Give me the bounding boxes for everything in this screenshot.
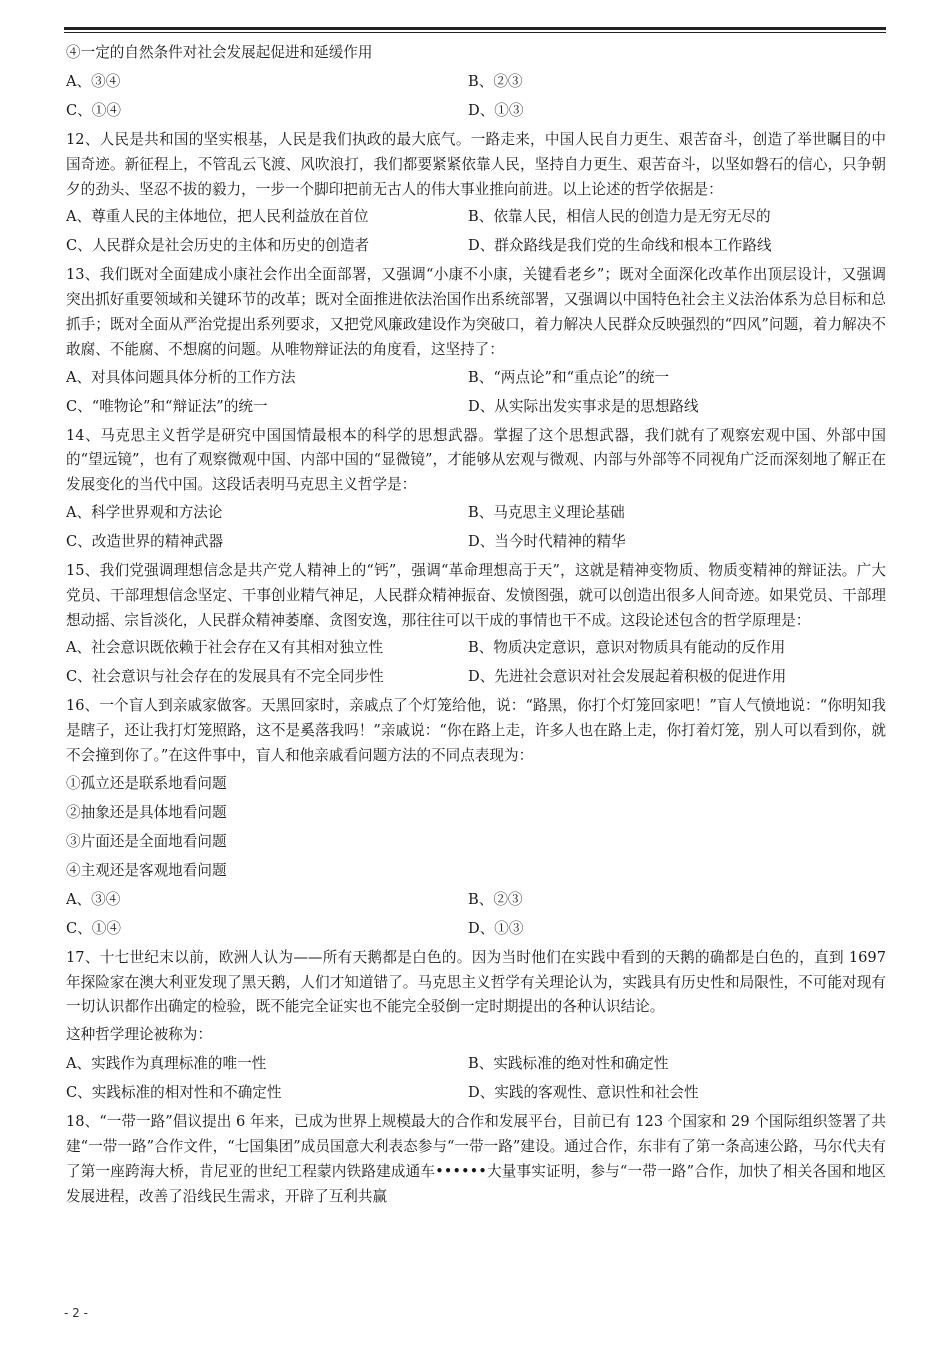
q15-option-d: D、先进社会意识对社会发展起着积极的促进作用 <box>468 668 787 686</box>
q11-option-b: B、②③ <box>468 73 523 90</box>
q17-option-b: B、实践标准的绝对性和确定性 <box>468 1055 669 1073</box>
header-rule-thick <box>64 27 886 30</box>
q13-stem: 13、我们既对全面建成小康社会作出全面部署，又强调“小康不小康，关键看老乡”；既对全面深化改革作出顶层设计，又强调突出抓好重要领域和关键环节的改革；既对全面推进依法治国作出系统部署，又强调以中国特色社会主义法治体系为总目标和总抓手；既对全面从严治党提出系列要求，又把党风廉政建设作为突破口，着力解决人民群众反映强烈的“四风”问题，着力解决不敢腐、不能腐、不想腐的问题。从唯物辩证法的角度看，这坚持了： <box>66 266 886 358</box>
q13-options-row-1 <box>66 363 886 392</box>
q12-option-b: B、依靠人民，相信人民的创造力是无穷无尽的 <box>468 208 771 226</box>
q15-options-row-2 <box>66 662 886 691</box>
q14-options-row-2 <box>66 527 886 556</box>
q16-option-d: D、①③ <box>468 919 524 937</box>
q11-option-c: C、①④ <box>66 102 121 119</box>
q14-option-d: D、当今时代精神的精华 <box>468 532 626 550</box>
q17-option-c: C、实践标准的相对性和不确定性 <box>66 1084 282 1102</box>
q18-stem: 18、“一带一路”倡议提出 6 年来，已成为世界上规模最大的合作和发展平台，目前已有 123 个国家和 29 个国际组织签署了共建“一带一路”合作文件，“七国集团”成员国意大利表态参与“一带一路”建设。通过合作，东非有了第一条高速公路，马尔代夫有了第一座跨海大桥，肯尼亚的世纪工程蒙内铁路建成通车••••••大量事实证明，参与“一带一路”合作，加快了相关各国和地区发展进程，改善了沿线民生需求，开辟了互利共赢 <box>66 1113 886 1205</box>
q14-option-b: B、马克思主义理论基础 <box>468 503 625 521</box>
q15-stem: 15、我们党强调理想信念是共产党人精神上的“钙”，强调“革命理想高于天”，这就是精神变物质、物质变精神的辩证法。广大党员、干部理想信念坚定、干事创业精气神足，人民群众精神振奋、发愤图强，就可以创造出很多人间奇迹。如果党员、干部理想动摇、宗旨淡化，人民群众精神萎靡、贪图安逸，那往往可以干成的事情也干不成。这段论述包含的哲学原理是： <box>66 561 886 629</box>
q11-item-4: ④一定的自然条件对社会发展起促进和延缓作用 <box>66 44 373 61</box>
q15-options-row-1 <box>66 633 886 662</box>
page-content <box>66 38 886 1209</box>
q13-option-d: D、从实际出发实事求是的思想路线 <box>468 397 699 415</box>
q13-option-b: B、“两点论”和“重点论”的统一 <box>468 368 670 386</box>
q12-options-row-1 <box>66 202 886 231</box>
q16-item-2: ②抽象还是具体地看问题 <box>66 803 227 821</box>
q12-option-d: D、群众路线是我们党的生命线和根本工作路线 <box>468 237 772 255</box>
q13-option-c: C、“唯物论”和“辩证法”的统一 <box>66 397 268 415</box>
q11-options-row-2 <box>66 96 886 125</box>
q16-option-c: C、①④ <box>66 919 121 937</box>
q12-options-row-2 <box>66 231 886 260</box>
q17-option-a: A、实践作为真理标准的唯一性 <box>66 1055 267 1073</box>
q16-stem: 16、一个盲人到亲戚家做客。天黑回家时，亲戚点了个灯笼给他，说：“路黑，你打个灯笼回家吧！”盲人气愤地说：“你明知我是瞎子，还让我打灯笼照路，这不是奚落我吗！”亲戚说：“你在路上走，许多人也在路上走，你打着灯笼，别人可以看到你，就不会撞到你了。”在这件事中，盲人和他亲戚看问题方法的不同点表现为： <box>66 697 886 764</box>
q14-option-a: A、科学世界观和方法论 <box>66 503 223 521</box>
q13-options-row-2 <box>66 392 886 421</box>
q15-option-b: B、物质决定意识，意识对物质具有能动的反作用 <box>468 639 786 657</box>
q14-stem: 14、马克思主义哲学是研究中国国情最根本的科学的思想武器。掌握了这个思想武器，我们就有了观察宏观中国、外部中国的“望远镜”，也有了观察微观中国、内部中国的“显微镜”，才能够从宏观与微观、内部与外部等不同视角广泛而深刻地了解正在发展变化的当代中国。这段话表明马克思主义哲学是： <box>66 426 886 494</box>
q16-option-a: A、③④ <box>66 890 121 908</box>
q14-options-row-1 <box>66 498 886 527</box>
q17-stem: 17、十七世纪末以前，欧洲人认为——所有天鹅都是白色的。因为当时他们在实践中看到的天鹅的确都是白色的，直到 1697 年探险家在澳大利亚发现了黑天鹅，人们才知道错了。马克思主义哲学有关理论认为，实践具有历史性和局限性，不可能对现有一切认识都作出确定的检验，既不能完全证实也不能完全驳倒一定时期提出的各种认识结论。 <box>66 948 886 1016</box>
q13-option-a: A、对具体问题具体分析的工作方法 <box>66 368 296 386</box>
q15-option-c: C、社会意识与社会存在的发展具有不完全同步性 <box>66 668 384 686</box>
q17-options-row-2 <box>66 1078 886 1107</box>
q17-option-d: D、实践的客观性、意识性和社会性 <box>468 1084 699 1102</box>
q11-option-d: D、①③ <box>468 102 524 119</box>
page-number: - 2 - <box>64 1306 88 1320</box>
q16-options-row-2 <box>66 914 886 943</box>
q16-option-b: B、②③ <box>468 890 523 908</box>
q12-option-c: C、人民群众是社会历史的主体和历史的创造者 <box>66 237 370 255</box>
q11-option-a: A、③④ <box>66 73 121 90</box>
q16-item-4: ④主观还是客观地看问题 <box>66 861 227 879</box>
q11-options-row-1 <box>66 67 886 96</box>
q16-item-3: ③片面还是全面地看问题 <box>66 832 227 850</box>
q14-option-c: C、改造世界的精神武器 <box>66 532 224 550</box>
q12-stem: 12、人民是共和国的坚实根基，人民是我们执政的最大底气。一路走来，中国人民自力更生、艰苦奋斗，创造了举世瞩目的中国奇迹。新征程上，不管乱云飞渡、风吹浪打，我们都要紧紧依靠人民，坚持自力更生、艰苦奋斗，以坚如磐石的信心，只争朝夕的劲头、坚忍不拔的毅力，一步一个脚印把前无古人的伟大事业推向前进。以上论述的哲学依据是： <box>66 131 886 198</box>
q15-option-a: A、社会意识既依赖于社会存在又有其相对独立性 <box>66 639 384 657</box>
q17-options-row-1 <box>66 1049 886 1078</box>
q16-options-row-1 <box>66 885 886 914</box>
q16-item-1: ①孤立还是联系地看问题 <box>66 774 227 792</box>
header-rule-thin <box>64 32 886 33</box>
q17-prompt: 这种哲学理论被称为： <box>66 1026 212 1044</box>
q12-option-a: A、尊重人民的主体地位，把人民利益放在首位 <box>66 208 369 226</box>
